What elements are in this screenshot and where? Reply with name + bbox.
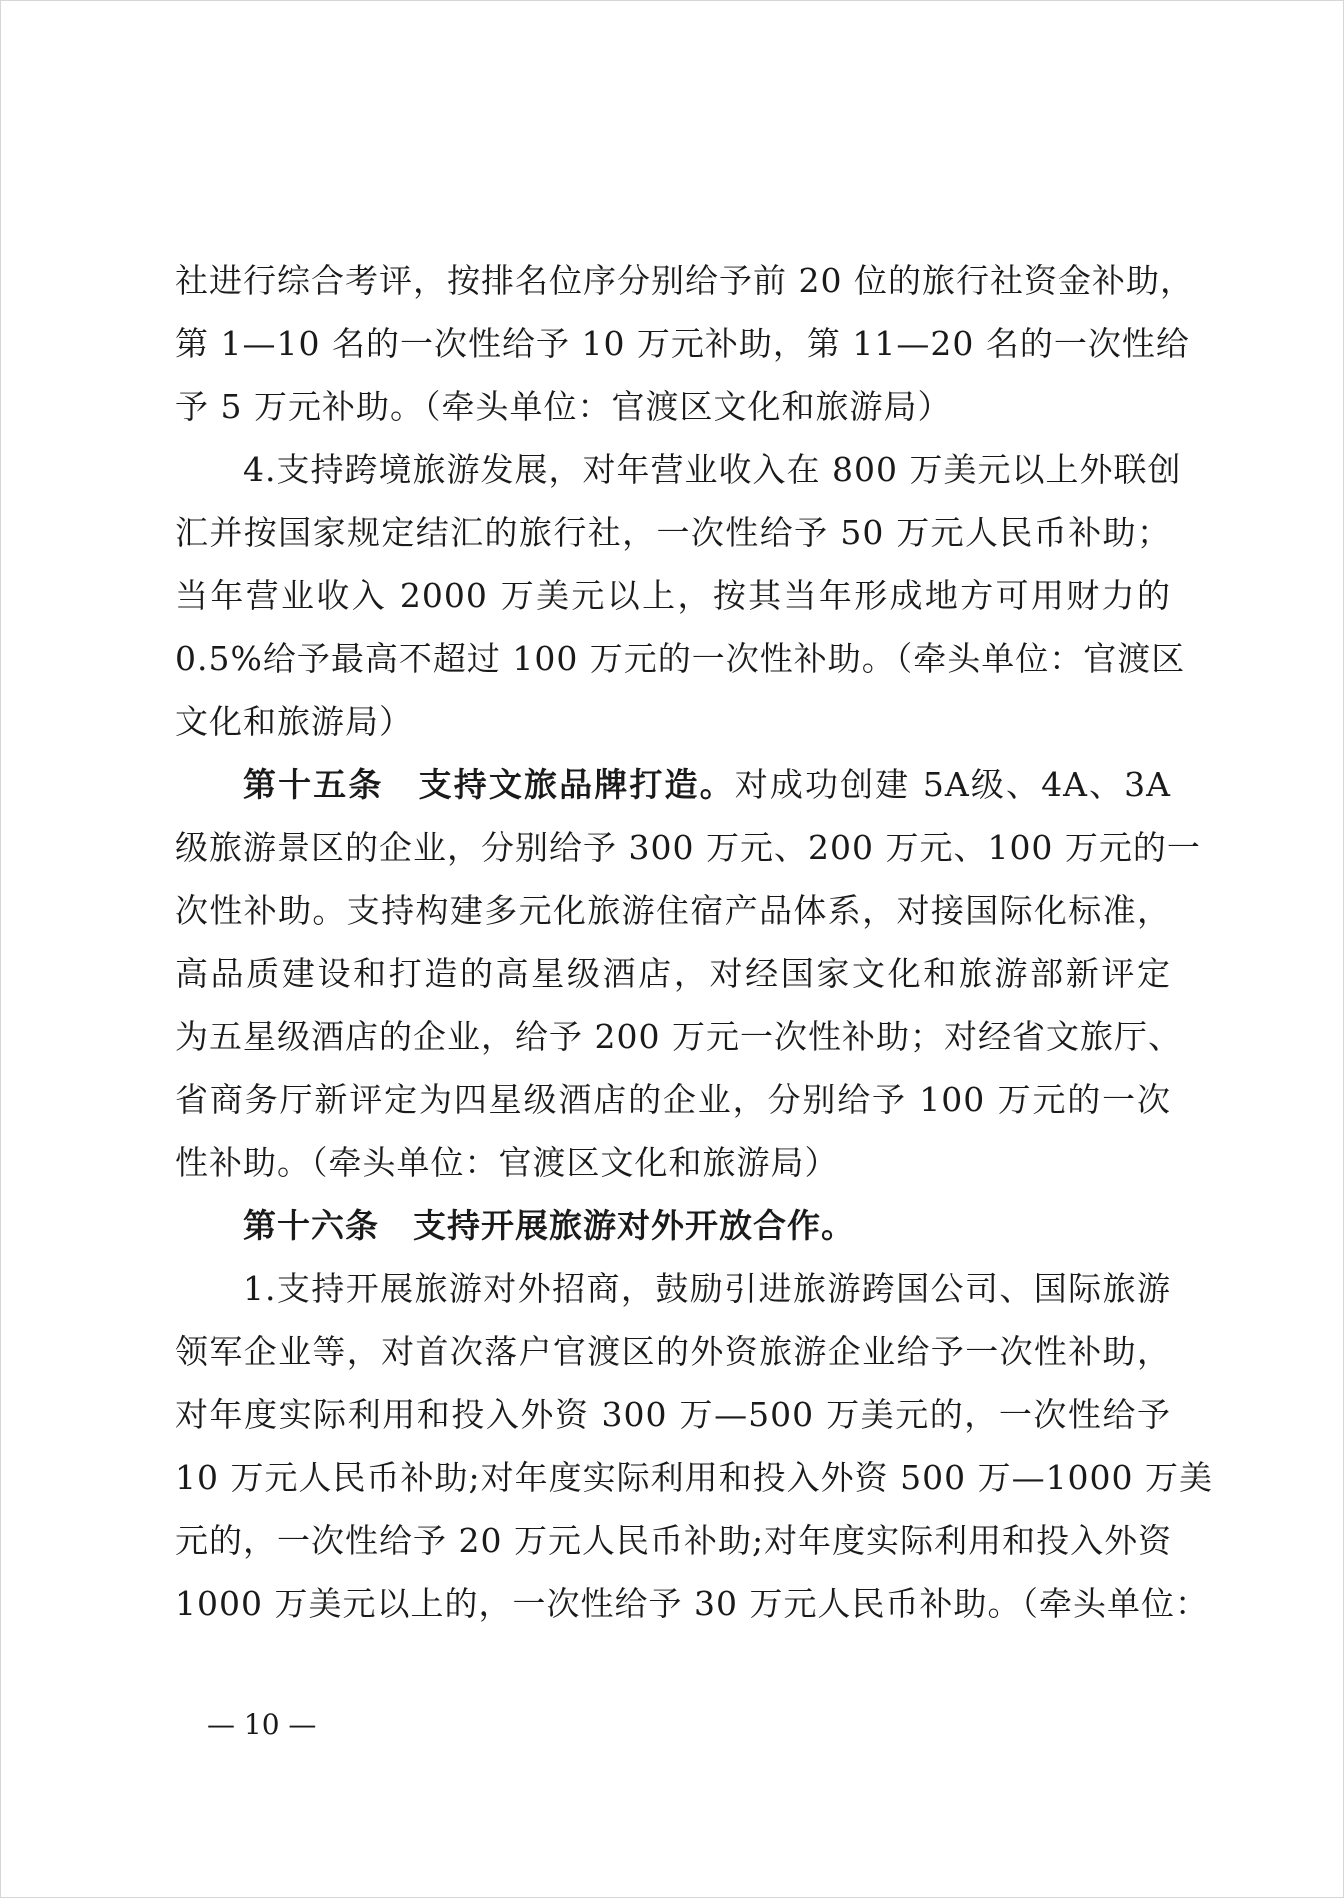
article-16-line: 1.支持开展旅游对外招商，鼓励引进旅游跨国公司、国际旅游 xyxy=(243,1269,1171,1308)
article-16-title: 第十六条 xyxy=(243,1206,379,1245)
article-15-first-line xyxy=(175,753,1171,816)
body-line: 4.支持跨境旅游发展，对年营业收入在 800 万美元以上外联创 xyxy=(243,450,1182,489)
article-16-heading-line xyxy=(175,1194,1171,1257)
article-16-line: 元的，一次性给予 20 万元人民币补助;对年度实际利用和投入外资 xyxy=(175,1521,1173,1560)
body-line: 社进行综合考评，按排名位序分别给予前 20 位的旅行社资金补助， xyxy=(175,261,1194,300)
article-15-line: 级旅游景区的企业，分别给予 300 万元、200 万元、100 万元的一 xyxy=(175,828,1201,867)
page-number: — 10 — xyxy=(207,1708,317,1741)
article-15-first-line-text: 对成功创建 5A级、4A、3A xyxy=(734,765,1172,804)
article-16-line: 1000 万美元以上的，一次性给予 30 万元人民币补助。（牵头单位： xyxy=(175,1584,1209,1623)
article-15-line: 次性补助。支持构建多元化旅游住宿产品体系，对接国际化标准， xyxy=(175,891,1171,930)
body-line: 第 1—10 名的一次性给予 10 万元补助，第 11—20 名的一次性给 xyxy=(175,324,1190,363)
article-15-line: 省商务厅新评定为四星级酒店的企业，分别给予 100 万元的一次 xyxy=(175,1080,1171,1119)
article-15-line: 为五星级酒店的企业，给予 200 万元一次性补助；对经省文旅厅、 xyxy=(175,1017,1182,1056)
article-16-line: 领军企业等，对首次落户官渡区的外资旅游企业给予一次性补助， xyxy=(175,1332,1171,1371)
article-16-heading: 支持开展旅游对外开放合作。 xyxy=(413,1206,855,1245)
article-15-line: 高品质建设和打造的高星级酒店，对经国家文化和旅游部新评定 xyxy=(175,954,1171,993)
article-16-line: 对年度实际利用和投入外资 300 万—500 万美元的，一次性给予 xyxy=(175,1395,1171,1434)
body-line: 予 5 万元补助。（牵头单位：官渡区文化和旅游局） xyxy=(175,387,952,426)
body-line: 文化和旅游局） xyxy=(175,702,413,741)
body-line: 当年营业收入 2000 万美元以上，按其当年形成地方可用财力的 xyxy=(175,576,1171,615)
body-line: 汇并按国家规定结汇的旅行社，一次性给予 50 万元人民币补助； xyxy=(175,513,1171,552)
body-line: 0.5%给予最高不超过 100 万元的一次性补助。（牵头单位：官渡区 xyxy=(175,639,1186,678)
article-15-heading: 支持文旅品牌打造。 xyxy=(417,765,735,804)
article-15-title: 第十五条 xyxy=(243,765,384,804)
document-body xyxy=(175,249,1214,1635)
article-15-line: 性补助。（牵头单位：官渡区文化和旅游局） xyxy=(175,1143,839,1182)
article-16-line: 10 万元人民币补助;对年度实际利用和投入外资 500 万—1000 万美 xyxy=(175,1458,1214,1497)
